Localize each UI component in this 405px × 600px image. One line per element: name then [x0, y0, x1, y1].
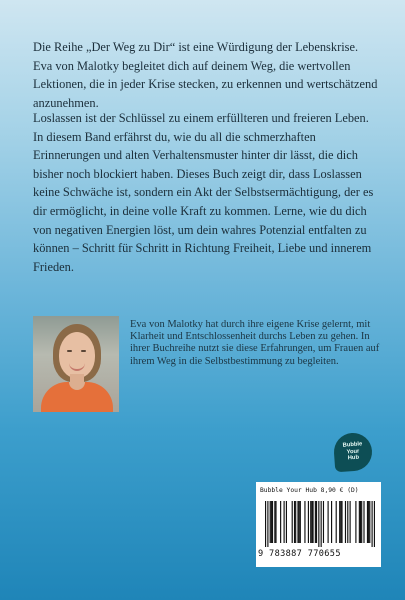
barcode-bar — [355, 501, 356, 543]
barcode-bar — [361, 501, 362, 543]
barcode-bar — [308, 501, 309, 543]
barcode-bar — [274, 501, 275, 543]
barcode-bar — [336, 501, 337, 543]
barcode-bar — [297, 501, 298, 543]
barcode-bar — [284, 501, 285, 543]
barcode-bar — [292, 501, 293, 543]
barcode-bar — [367, 501, 368, 543]
barcode-bar — [270, 501, 271, 543]
barcode-bar — [350, 501, 351, 543]
barcode-bar — [271, 501, 272, 543]
barcode-bar — [369, 501, 370, 543]
barcode-bar — [267, 501, 268, 547]
barcode-bar — [339, 501, 340, 543]
barcode-bar — [280, 501, 281, 543]
barcode-bar — [363, 501, 364, 543]
barcode-bar — [316, 501, 317, 543]
right-eye — [81, 350, 86, 352]
barcode-bar — [286, 501, 287, 543]
price-line: Bubble Your Hub 8,90 € (D) — [260, 487, 359, 494]
book-description: Loslassen ist der Schlüssel zu einem erfüllteren und freieren Leben. In diesem Band erfährst du, wie du all die schmerzhaften Erinnerungen und alten Verhaltensmuster hinter dir lässt, die dich bisher noch blockiert haben. Dieses Buch zeigt dir, dass Loslassen keine Schwäche ist, sondern ein Akt der Selbstsermächtigung, der es dir ermöglicht, in deine volle Kraft zu kommen. Lerne, wie du dich von negativen Energien löst, um dein wahres Potenzial entfalten zu können – Schritt für Schritt in Richtung Freiheit, Liebe und innerem Frieden. — [33, 111, 374, 274]
barcode-bar — [340, 501, 341, 543]
barcode-bar — [265, 501, 266, 547]
barcode-bar — [345, 501, 346, 543]
series-description: Die Reihe „Der Weg zu Dir“ ist eine Würdigung der Lebenskrise. Eva von Malotky begleitet dich auf deinem Weg, die wertvollen Lektionen, die in jeder Krise stecken, zu erkennen und wertschätzend anzunehmen. — [33, 40, 378, 110]
barcode-bar — [310, 501, 311, 543]
face-shape — [59, 332, 95, 378]
barcode-bar — [311, 501, 312, 543]
barcode-bar — [360, 501, 361, 543]
barcode-bar — [341, 501, 342, 543]
badge-line-3: Hub — [347, 454, 360, 462]
barcode-bar — [304, 501, 305, 543]
badge-line-1: Bubble — [342, 441, 363, 449]
author-bio: Eva von Malotky hat durch ihre eigene Krise gelernt, mit Klarheit und Entschlossenheit durchs Leben zu gehen. In ihrer Buchreihe nutzt sie diese Erfahrungen, um Frauen auf ihrem Weg in die Selbstbestimmung zu begleiten. — [130, 319, 380, 367]
barcode-bar — [372, 501, 373, 547]
isbn-barcode — [265, 501, 375, 547]
author-photo — [33, 316, 119, 412]
barcode-bar — [318, 501, 319, 547]
badge-line-2: Your — [346, 448, 360, 456]
barcode-bar — [347, 501, 348, 543]
barcode-bar — [300, 501, 301, 543]
barcode-bar — [315, 501, 316, 543]
barcode-bar — [359, 501, 360, 543]
left-eye — [67, 350, 72, 352]
barcode-bar — [275, 501, 276, 543]
isbn-digits: 9 783887 770655 — [258, 549, 341, 559]
publisher-badge-icon — [333, 432, 374, 473]
barcode-bar — [321, 501, 322, 547]
barcode-bar — [328, 501, 329, 543]
barcode-bar — [312, 501, 313, 543]
barcode-box — [256, 482, 381, 567]
barcode-bar — [295, 501, 296, 543]
barcode-bar — [272, 501, 273, 543]
barcode-bar — [294, 501, 295, 543]
barcode-bar — [323, 501, 324, 543]
barcode-bar — [331, 501, 332, 543]
barcode-bar — [299, 501, 300, 543]
barcode-bar — [368, 501, 369, 543]
barcode-bar — [374, 501, 375, 547]
